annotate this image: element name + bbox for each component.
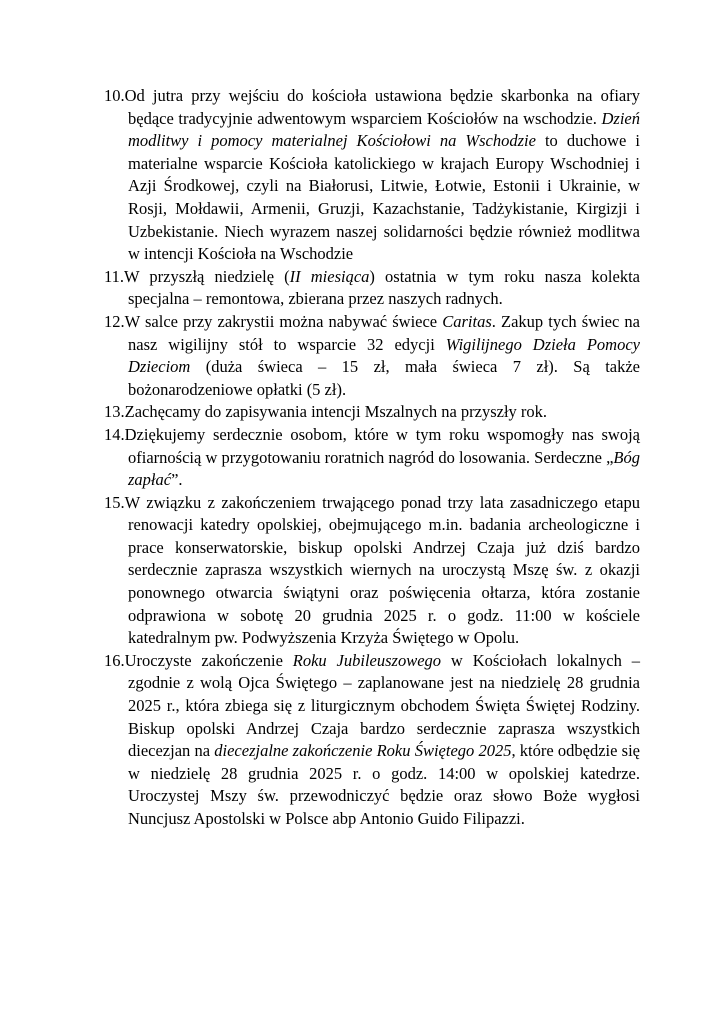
text-segment: Uroczyste zakończenie xyxy=(124,650,293,670)
list-item xyxy=(104,266,640,311)
text-segment: ”. xyxy=(171,470,183,490)
text-segment-italic: Dzień modlitwy i pomocy materialnej Kościołowi na Wschodzie xyxy=(128,108,640,151)
list-item xyxy=(104,424,640,492)
item-number: 15. xyxy=(104,492,125,512)
text-segment-italic: II miesiąca xyxy=(289,266,370,286)
text-segment-italic: Wigilijnego Dzieła Pomocy Dzieciom xyxy=(128,334,640,377)
text-segment: . Zakup tych świec na nasz wigilijny stół to wsparcie 32 edycji xyxy=(128,311,640,354)
text-segment: Dziękujemy serdecznie osobom, które w tym roku wspomogły nas swoją ofiarnością w przygotowaniu roratnich nagród do losowania. Serdeczne „ xyxy=(124,424,640,467)
list-item xyxy=(104,650,640,831)
item-number: 13. xyxy=(104,402,125,422)
text-segment-italic: Bóg zapłać xyxy=(128,447,640,490)
text-segment-italic: Caritas xyxy=(442,311,492,331)
item-number: 14. xyxy=(104,424,125,444)
item-number: 10. xyxy=(104,86,125,105)
text-segment: w Kościołach lokalnych – zgodnie z wolą Ojca Świętego – zaplanowane jest na niedzielę 28 grudnia 2025 r., która zbiega się z liturgicznym obchodem Święta Świętej Rodziny. Biskup opolski Andrzej Czaja bardzo serdecznie zaprasza wszystkich diecezjan na xyxy=(128,650,640,761)
item-number: 11. xyxy=(104,266,125,286)
text-segment: W przyszłą niedzielę ( xyxy=(124,266,290,286)
item-number: 16. xyxy=(104,650,125,670)
text-segment: , które odbędzie się w niedzielę 28 grudnia 2025 r. o godz. 14:00 w opolskiej katedrze. Uroczystej Mszy św. przewodniczyć będzie oraz słowo Boże wygłosi Nuncjusz Apostolski w Polsce abp Antonio Guido Filipazzi. xyxy=(128,741,640,828)
item-number: 12. xyxy=(104,311,125,331)
announcements-list xyxy=(104,85,640,831)
list-item xyxy=(104,85,640,266)
text-segment-italic: diecezjalne zakończenie Roku Świętego 2025 xyxy=(214,741,512,761)
text-segment: to duchowe i materialne wsparcie Kościoła katolickiego w krajach Europy Wschodniej i Azji Środkowej, czyli na Białorusi, Litwie, Łotwie, Estonii i Ukrainie, w Rosji, Mołdawii, Armenii, Gruzji, Kazachstanie, Tadżykistanie, Kirgizji i Uzbekistanie. Niech wyrazem naszej solidarności będzie również modlitwa w intencji Kościoła na Wschodzie xyxy=(128,131,640,264)
text-segment: Zachęcamy do zapisywania intencji Mszalnych na przyszły rok. xyxy=(124,402,548,422)
list-item xyxy=(104,492,640,650)
text-segment: (duża świeca – 15 zł, mała świeca 7 zł). Są także bożonarodzeniowe opłatki (5 zł). xyxy=(128,357,640,399)
list-item xyxy=(104,401,640,424)
list-item xyxy=(104,311,640,401)
text-segment: W salce przy zakrystii można nabywać świece xyxy=(124,311,443,331)
text-segment-italic: Roku Jubileuszowego xyxy=(292,650,442,670)
text-segment: ) ostatnia w tym roku nasza kolekta specjalna – remontowa, zbierana przez naszych radnych. xyxy=(128,266,640,309)
text-segment: Od jutra przy wejściu do kościoła ustawiona będzie skarbonka na ofiary będące tradycyjnie adwentowym wsparciem Kościołów na wschodzie. xyxy=(124,86,640,128)
text-segment: W związku z zakończeniem trwającego ponad trzy lata zasadniczego etapu renowacji katedry opolskiej, obejmującego m.in. badania archeologiczne i prace konserwatorskie, biskup opolski Andrzej Czaja już dziś bardzo serdecznie zaprasza wszystkich wiernych na uroczystą Mszę św. z okazji ponownego otwarcia świątyni oraz poświęcenia ołtarza, która zostanie odprawiona w sobotę 20 grudnia 2025 r. o godz. 11:00 w kościele katedralnym pw. Podwyższenia Krzyża Świętego w Opolu. xyxy=(124,492,640,648)
